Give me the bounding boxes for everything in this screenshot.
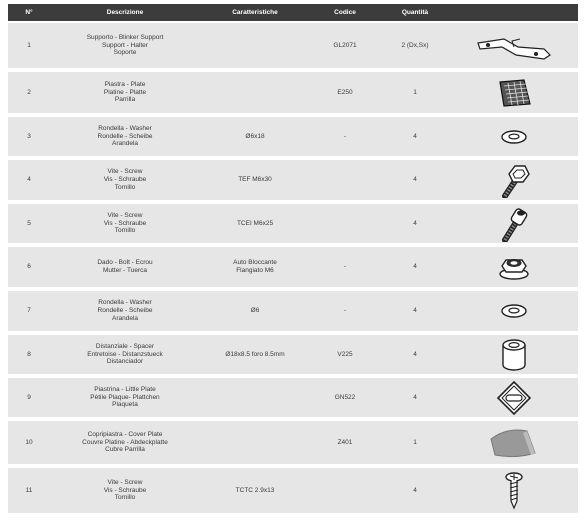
cell-caratteristiche	[200, 378, 310, 417]
cell-num: 4	[27, 176, 31, 184]
cell-quantita: 1	[413, 438, 417, 446]
cell-quantita: 4	[413, 219, 417, 227]
cell-num: 8	[27, 350, 31, 358]
description-line: Couvre Platine - Abdeckplatte	[82, 438, 168, 446]
cell-image	[450, 160, 578, 200]
cell-num: 9	[27, 393, 31, 401]
cell-num: 1	[27, 41, 31, 49]
cell-codice: -	[343, 307, 347, 315]
cell-image	[450, 247, 578, 287]
cell-image	[450, 291, 578, 331]
cell-quantita: 4	[413, 307, 417, 315]
description-line: Tornillo	[114, 183, 136, 191]
cover-plate-icon	[487, 425, 541, 461]
cell-quantita: 1	[413, 88, 417, 96]
description-line: Tornillo	[114, 227, 136, 235]
description-line: Vite - Screw	[107, 211, 143, 219]
table-header	[8, 4, 578, 21]
description-line: Soporte	[113, 49, 137, 57]
cell-codice: GL2071	[333, 41, 357, 49]
description-line: Distanciador	[106, 358, 144, 366]
cell-descrizione	[50, 23, 200, 68]
cell-descrizione	[50, 204, 200, 243]
hex-bolt-icon	[497, 162, 531, 198]
table-row	[8, 204, 578, 243]
table-row	[8, 421, 578, 464]
description-line: Pètile Plaque- Plattchen	[90, 393, 160, 401]
description-line: Platine - Platte	[103, 88, 147, 96]
table-row	[8, 247, 578, 287]
cell-image	[450, 335, 578, 374]
cell-caratteristiche	[200, 160, 310, 200]
description-line: Plaqueta	[112, 401, 138, 409]
description-line: Tornillo	[114, 494, 136, 502]
description-line: Supporto - Blinker Support	[86, 33, 164, 41]
cell-descrizione	[50, 117, 200, 156]
parts-table	[8, 4, 578, 502]
cell-caratteristiche	[200, 117, 310, 156]
description-line: Dado - Bolt - Ecrou	[97, 259, 153, 267]
cell-caratteristiche	[200, 23, 310, 68]
plate-icon	[494, 76, 534, 110]
cell-codice	[310, 204, 380, 243]
caratteristiche-line: Flangiato M6	[236, 267, 274, 274]
description-line: Copripiastra - Cover Plate	[87, 430, 163, 438]
cell-descrizione	[50, 160, 200, 200]
cell-caratteristiche	[200, 247, 310, 287]
description-line: Cubre Parrilla	[105, 446, 145, 454]
caratteristiche-line: Ø6	[250, 307, 260, 315]
cell-caratteristiche	[200, 204, 310, 243]
cell-codice	[310, 468, 380, 513]
cell-descrizione	[50, 335, 200, 374]
cell-num: 11	[25, 486, 33, 494]
cell-quantita: 4	[413, 393, 417, 401]
table-row	[8, 291, 578, 331]
header-quantita: Quantità	[401, 9, 429, 16]
description-line: Vis - Schraube	[103, 176, 147, 184]
caratteristiche-line: TCTC 2.9x13	[235, 486, 275, 494]
description-line: Entretoise - Distanzstueck	[87, 350, 163, 358]
caratteristiche-line: Ø6x18	[245, 132, 265, 140]
spacer-icon	[499, 337, 529, 373]
header-codice: Codice	[334, 9, 356, 16]
table-row	[8, 72, 578, 113]
description-line: Rondelle - Scheibe	[97, 307, 153, 315]
cell-image	[450, 378, 578, 417]
cell-descrizione	[50, 468, 200, 513]
description-line: Rondella - Washer	[98, 124, 152, 132]
socket-screw-icon	[497, 206, 531, 242]
cell-caratteristiche	[200, 72, 310, 113]
description-line: Rondella - Washer	[98, 299, 152, 307]
cell-codice	[310, 160, 380, 200]
description-line: Vite - Screw	[107, 168, 143, 176]
description-line: Distanziale - Spacer	[95, 342, 155, 350]
description-line: Arandela	[111, 314, 139, 322]
description-line: Piastrina - Little Plate	[94, 385, 156, 393]
self-tapping-screw-icon	[502, 471, 526, 511]
cell-image	[450, 468, 578, 513]
cell-descrizione	[50, 378, 200, 417]
cell-descrizione	[50, 72, 200, 113]
bracket-icon	[474, 29, 554, 63]
caratteristiche-line: Auto Bloccante	[233, 259, 277, 267]
cell-codice: GN522	[334, 393, 356, 401]
washer-icon	[499, 302, 529, 320]
description-line: Mutter - Tuerca	[102, 267, 148, 274]
table-row	[8, 23, 578, 68]
cell-codice: -	[343, 132, 347, 140]
cell-codice: -	[343, 263, 347, 271]
cell-num: 6	[27, 263, 31, 271]
cell-codice: V225	[337, 350, 353, 358]
cell-descrizione	[50, 421, 200, 464]
cell-descrizione	[50, 247, 200, 287]
header-num: N°	[25, 9, 33, 16]
caratteristiche-line: Ø18x8.5 foro 8.5mm	[225, 350, 285, 358]
description-line: Parrilla	[114, 96, 136, 104]
table-row	[8, 117, 578, 156]
table-row	[8, 160, 578, 200]
cell-caratteristiche	[200, 335, 310, 374]
cell-num: 5	[27, 219, 31, 227]
description-line: Rondelle - Scheibe	[97, 132, 153, 140]
cell-image	[450, 117, 578, 156]
table-row	[8, 378, 578, 417]
cell-caratteristiche	[200, 421, 310, 464]
cell-image	[450, 421, 578, 464]
cell-caratteristiche	[200, 291, 310, 331]
caratteristiche-line: TCEI M6x25	[236, 219, 274, 227]
cell-num: 3	[27, 132, 31, 140]
cell-caratteristiche	[200, 468, 310, 513]
cell-image	[450, 204, 578, 243]
caratteristiche-line: TEF M6x30	[238, 176, 272, 184]
header-descrizione: Descrizione	[106, 9, 144, 16]
cell-image	[450, 72, 578, 113]
cell-descrizione	[50, 291, 200, 331]
cell-num: 10	[25, 438, 33, 446]
cell-quantita: 4	[413, 350, 417, 358]
cell-num: 7	[27, 307, 31, 315]
table-row	[8, 468, 578, 513]
cell-quantita: 4	[413, 486, 417, 494]
cell-quantita: 4	[413, 263, 417, 271]
description-line: Arandela	[111, 140, 139, 148]
description-line: Vite - Screw	[107, 478, 143, 486]
description-line: Vis - Schraube	[103, 219, 147, 227]
little-plate-icon	[496, 380, 532, 416]
cell-quantita: 4	[413, 176, 417, 184]
description-line: Vis - Schraube	[103, 486, 147, 494]
cell-quantita: 2 (Dx,Sx)	[401, 41, 429, 49]
cell-codice: E250	[337, 88, 353, 96]
header-caratteristiche: Caratteristiche	[232, 9, 278, 16]
cell-codice: Z401	[337, 438, 353, 446]
cell-quantita: 4	[413, 132, 417, 140]
table-row	[8, 335, 578, 374]
description-line: Piastra - Plate	[104, 80, 146, 88]
cell-num: 2	[27, 88, 31, 96]
description-line: Support - Halter	[102, 41, 148, 49]
cell-image	[450, 23, 578, 68]
washer-icon	[499, 128, 529, 146]
flange-nut-icon	[497, 252, 531, 282]
